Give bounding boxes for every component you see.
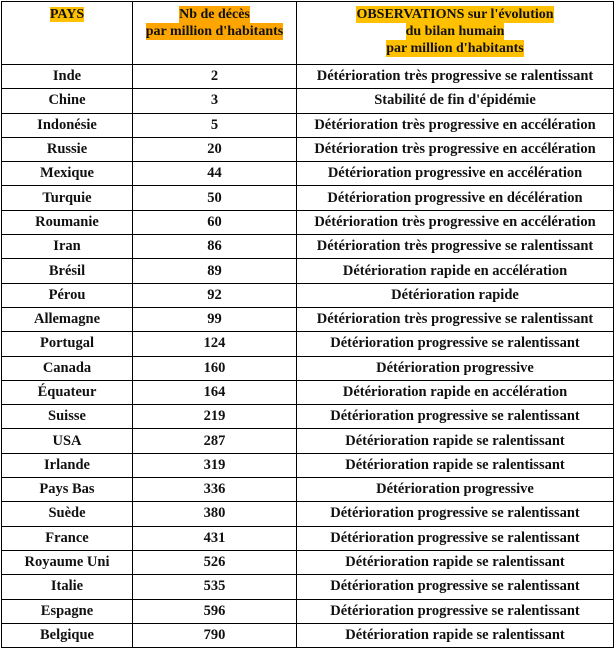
- table-body: [2, 65, 614, 648]
- table-row: [2, 599, 614, 623]
- header-observations-line-2: du bilan humain: [405, 24, 505, 39]
- cell-deaths: 5: [133, 113, 297, 137]
- cell-observation: Détérioration rapide: [297, 283, 614, 307]
- header-deaths-line-1: Nb de décès: [179, 7, 250, 22]
- cell-deaths: 319: [133, 453, 297, 477]
- cell-observation: Détérioration progressive se ralentissant: [297, 599, 614, 623]
- cell-deaths: 287: [133, 429, 297, 453]
- cell-observation: Détérioration rapide en accélération: [297, 259, 614, 283]
- table-row: [2, 283, 614, 307]
- cell-deaths: 431: [133, 526, 297, 550]
- table-row: [2, 380, 614, 404]
- cell-deaths: 790: [133, 623, 297, 647]
- cell-observation: Détérioration rapide se ralentissant: [297, 550, 614, 574]
- table-row: [2, 113, 614, 137]
- cell-deaths: 44: [133, 162, 297, 186]
- cell-country: Roumanie: [2, 210, 133, 234]
- cell-deaths: 596: [133, 599, 297, 623]
- header-observations-line-1: OBSERVATIONS sur l'évolution: [356, 7, 554, 22]
- cell-country: Suisse: [2, 405, 133, 429]
- cell-observation: Détérioration très progressive se ralentissant: [297, 235, 614, 259]
- table-row: [2, 429, 614, 453]
- table-row: [2, 502, 614, 526]
- cell-country: Pérou: [2, 283, 133, 307]
- cell-country: Espagne: [2, 599, 133, 623]
- table-row: [2, 235, 614, 259]
- cell-deaths: 92: [133, 283, 297, 307]
- cell-deaths: 124: [133, 332, 297, 356]
- cell-observation: Détérioration très progressive se ralentissant: [297, 65, 614, 89]
- cell-observation: Détérioration progressive se ralentissant: [297, 332, 614, 356]
- cell-deaths: 2: [133, 65, 297, 89]
- cell-deaths: 160: [133, 356, 297, 380]
- cell-deaths: 86: [133, 235, 297, 259]
- header-row: [2, 2, 614, 65]
- cell-deaths: 3: [133, 89, 297, 113]
- header-country: [2, 2, 133, 65]
- cell-observation: Détérioration progressive en décélération: [297, 186, 614, 210]
- table-row: [2, 623, 614, 647]
- cell-deaths: 219: [133, 405, 297, 429]
- cell-country: Pays Bas: [2, 478, 133, 502]
- table-row: [2, 575, 614, 599]
- cell-country: Italie: [2, 575, 133, 599]
- cell-country: Russie: [2, 137, 133, 161]
- table-row: [2, 356, 614, 380]
- table-row: [2, 307, 614, 331]
- cell-country: Irlande: [2, 453, 133, 477]
- table-row: [2, 259, 614, 283]
- cell-observation: Détérioration progressive se ralentissant: [297, 502, 614, 526]
- header-observations: [297, 2, 614, 65]
- cell-country: Portugal: [2, 332, 133, 356]
- table-row: [2, 65, 614, 89]
- cell-country: Inde: [2, 65, 133, 89]
- cell-deaths: 164: [133, 380, 297, 404]
- cell-country: Royaume Uni: [2, 550, 133, 574]
- cell-observation: Détérioration rapide en accélération: [297, 380, 614, 404]
- cell-country: USA: [2, 429, 133, 453]
- header-deaths: [133, 2, 297, 65]
- cell-observation: Détérioration rapide se ralentissant: [297, 623, 614, 647]
- cell-deaths: 535: [133, 575, 297, 599]
- cell-observation: Détérioration progressive: [297, 356, 614, 380]
- table-row: [2, 186, 614, 210]
- cell-observation: Détérioration progressive en accélération: [297, 162, 614, 186]
- cell-observation: Détérioration très progressive se ralentissant: [297, 307, 614, 331]
- cell-country: Canada: [2, 356, 133, 380]
- cell-deaths: 60: [133, 210, 297, 234]
- cell-observation: Détérioration rapide se ralentissant: [297, 429, 614, 453]
- cell-country: Suède: [2, 502, 133, 526]
- cell-country: Équateur: [2, 380, 133, 404]
- cell-deaths: 380: [133, 502, 297, 526]
- table-row: [2, 162, 614, 186]
- table-row: [2, 405, 614, 429]
- cell-observation: Détérioration très progressive en accélération: [297, 113, 614, 137]
- cell-observation: Détérioration très progressive en accélération: [297, 137, 614, 161]
- table-row: [2, 550, 614, 574]
- cell-country: Brésil: [2, 259, 133, 283]
- cell-observation: Détérioration progressive se ralentissant: [297, 405, 614, 429]
- table-row: [2, 332, 614, 356]
- cell-country: Turquie: [2, 186, 133, 210]
- cell-country: Chine: [2, 89, 133, 113]
- table-row: [2, 526, 614, 550]
- cell-observation: Détérioration rapide se ralentissant: [297, 453, 614, 477]
- deaths-table: [1, 1, 614, 648]
- cell-country: Belgique: [2, 623, 133, 647]
- cell-deaths: 336: [133, 478, 297, 502]
- table-row: [2, 137, 614, 161]
- header-deaths-line-2: par million d'habitants: [145, 24, 284, 39]
- cell-deaths: 20: [133, 137, 297, 161]
- cell-observation: Détérioration progressive se ralentissant: [297, 526, 614, 550]
- header-observations-line-3: par million d'habitants: [386, 41, 524, 56]
- table-row: [2, 89, 614, 113]
- cell-country: Allemagne: [2, 307, 133, 331]
- table-row: [2, 210, 614, 234]
- table-row: [2, 453, 614, 477]
- cell-country: France: [2, 526, 133, 550]
- cell-observation: Détérioration progressive se ralentissant: [297, 575, 614, 599]
- cell-country: Mexique: [2, 162, 133, 186]
- cell-country: Indonésie: [2, 113, 133, 137]
- cell-observation: Détérioration progressive: [297, 478, 614, 502]
- cell-observation: Stabilité de fin d'épidémie: [297, 89, 614, 113]
- cell-country: Iran: [2, 235, 133, 259]
- cell-deaths: 526: [133, 550, 297, 574]
- cell-deaths: 89: [133, 259, 297, 283]
- cell-deaths: 99: [133, 307, 297, 331]
- table-row: [2, 478, 614, 502]
- cell-observation: Détérioration très progressive en accélération: [297, 210, 614, 234]
- table-header: [2, 2, 614, 65]
- cell-deaths: 50: [133, 186, 297, 210]
- header-country-label: PAYS: [49, 7, 85, 22]
